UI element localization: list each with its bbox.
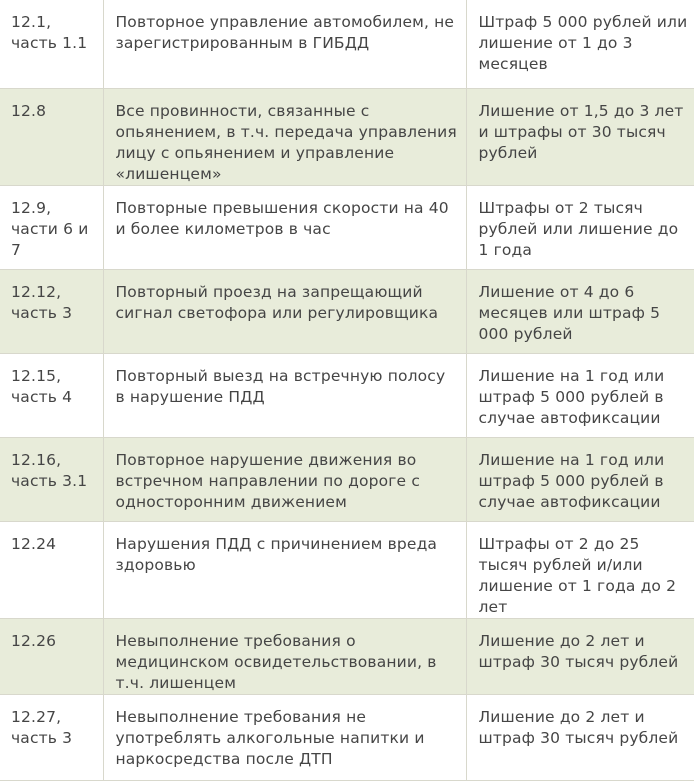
article-cell: 12.24: [0, 521, 103, 618]
description-cell: Повторный проезд на запрещающий сигнал светофора или регулировщика: [103, 269, 466, 353]
description-cell: Все провинности, связанные с опьянением, в т.ч. передача управления лицу с опьянением и управление «лишенцем»: [103, 88, 466, 185]
table-row: [0, 694, 694, 780]
table-row: [0, 0, 694, 88]
description-cell: Повторное управление автомобилем, не зарегистрированным в ГИБДД: [103, 0, 466, 88]
description-cell: Повторное нарушение движения во встречном направлении по дороге с односторонним движением: [103, 437, 466, 521]
table-row: [0, 353, 694, 437]
penalty-cell: Лишение от 4 до 6 месяцев или штраф 5 000 рублей: [466, 269, 694, 353]
article-cell: 12.1, часть 1.1: [0, 0, 103, 88]
penalty-cell: Лишение до 2 лет и штраф 30 тысяч рублей: [466, 694, 694, 780]
penalty-cell: Лишение на 1 год или штраф 5 000 рублей в случае автофиксации: [466, 353, 694, 437]
penalty-cell: Лишение на 1 год или штраф 5 000 рублей в случае автофиксации: [466, 437, 694, 521]
table-row: [0, 269, 694, 353]
table-row: [0, 185, 694, 269]
article-cell: 12.9, части 6 и 7: [0, 185, 103, 269]
article-cell: 12.16, часть 3.1: [0, 437, 103, 521]
description-cell: Повторные превышения скорости на 40 и более километров в час: [103, 185, 466, 269]
table-row: [0, 618, 694, 694]
article-cell: 12.12, часть 3: [0, 269, 103, 353]
table-row: [0, 521, 694, 618]
penalty-cell: Лишение от 1,5 до 3 лет и штрафы от 30 тысяч рублей: [466, 88, 694, 185]
article-cell: 12.26: [0, 618, 103, 694]
penalty-cell: Лишение до 2 лет и штраф 30 тысяч рублей: [466, 618, 694, 694]
description-cell: Повторный выезд на встречную полосу в нарушение ПДД: [103, 353, 466, 437]
description-cell: Невыполнение требования не употреблять алкогольные напитки и наркосредства после ДТП: [103, 694, 466, 780]
article-cell: 12.15, часть 4: [0, 353, 103, 437]
penalty-cell: Штрафы от 2 до 25 тысяч рублей и/или лишение от 1 года до 2 лет: [466, 521, 694, 618]
penalty-cell: Штрафы от 2 тысяч рублей или лишение до 1 года: [466, 185, 694, 269]
description-cell: Нарушения ПДД с причинением вреда здоровью: [103, 521, 466, 618]
table-row: [0, 88, 694, 185]
penalty-cell: Штраф 5 000 рублей или лишение от 1 до 3 месяцев: [466, 0, 694, 88]
table-row: [0, 437, 694, 521]
article-cell: 12.8: [0, 88, 103, 185]
description-cell: Невыполнение требования о медицинском освидетельствовании, в т.ч. лишенцем: [103, 618, 466, 694]
article-cell: 12.27, часть 3: [0, 694, 103, 780]
